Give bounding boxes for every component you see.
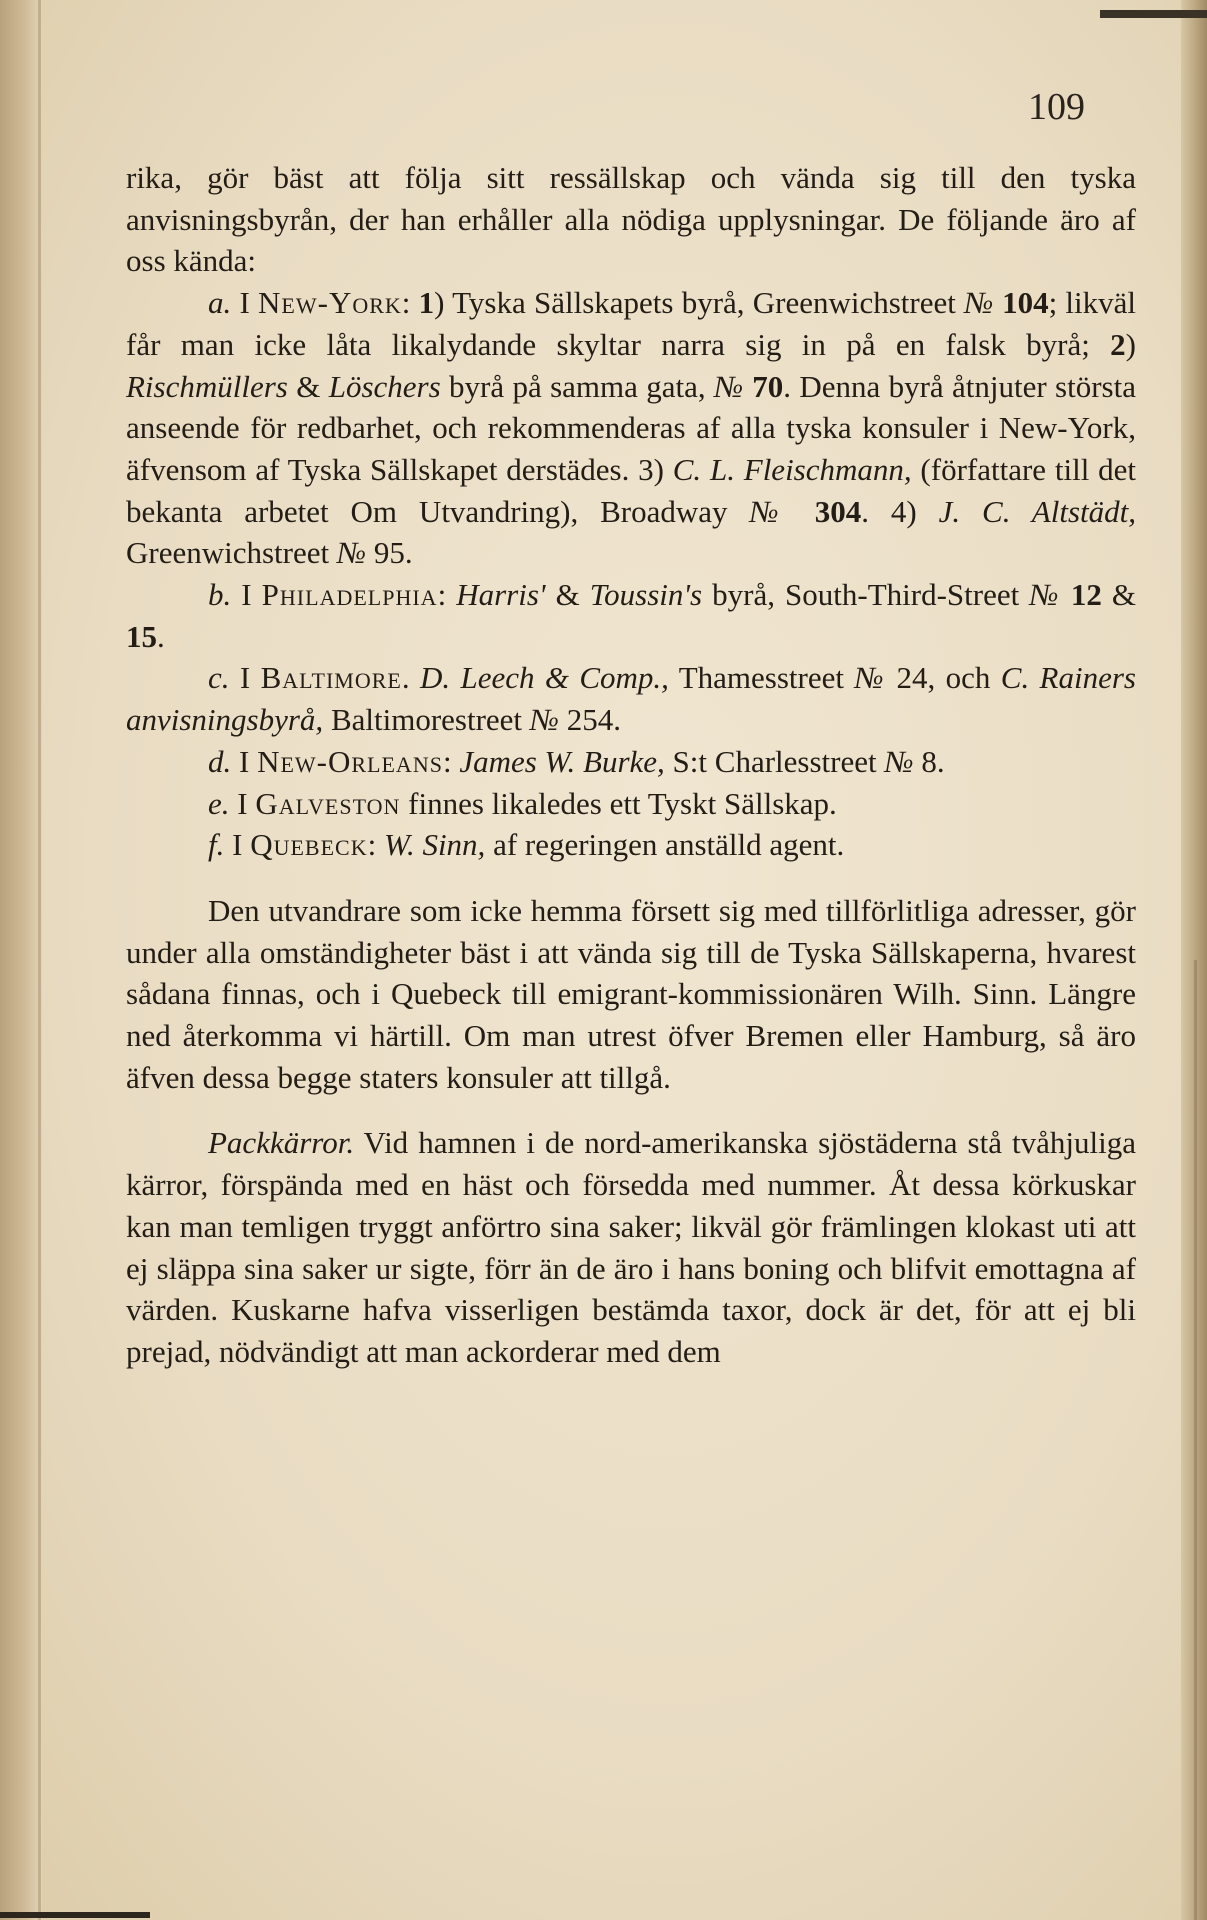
text-run: af regeringen anställd agent.	[485, 827, 845, 863]
text-run: :	[367, 827, 384, 863]
text-run: .	[401, 660, 420, 696]
text-run: )	[1125, 326, 1136, 362]
paragraph	[126, 741, 1136, 783]
text-run: I	[229, 660, 261, 696]
text-run: 70	[752, 368, 784, 404]
paragraph	[126, 890, 1136, 1099]
text-run	[994, 285, 1002, 320]
text-run: New-York	[258, 285, 402, 321]
text-run: D. Leech & Comp.,	[419, 660, 669, 696]
text-run: ) Tyska Sällskapets byrå, Greenwichstreet	[434, 285, 965, 321]
text-run: 304	[814, 493, 862, 529]
text-run: №	[964, 285, 994, 321]
text-run: I	[231, 743, 258, 779]
text-run: Löschers	[328, 368, 441, 404]
text-run: 1	[418, 285, 435, 321]
text-run	[744, 369, 752, 404]
text-run: I	[231, 285, 259, 321]
text-run: 95.	[366, 535, 413, 571]
text-run: 24, och	[886, 660, 1001, 696]
text-run: C. Rainers anvisningsbyrå,	[126, 660, 1136, 738]
text-run: Rischmüllers	[126, 368, 288, 404]
text-run: New-Orleans	[257, 743, 443, 779]
text-run: rika, gör bäst att följa sitt ressällskap och vända sig till den tyska anvisningsbyrån, der han erhåller alla nödiga upplysningar. De följande äro af oss kända:	[126, 160, 1136, 279]
text-run: e.	[208, 785, 230, 821]
text-run: &	[287, 368, 329, 404]
text-run: Packkärror.	[208, 1125, 355, 1161]
bottom-edge-mark	[0, 1912, 150, 1918]
text-run: 8.	[913, 743, 945, 779]
text-run: . Denna byrå åtnjuter största anseende för redbarhet, och rekommenderas af alla tyska konsuler i New-York, äfvensom af Tyska Sällskapet derstädes. 3)	[126, 368, 1136, 487]
text-run: Harris'	[456, 577, 546, 613]
text-run: №	[714, 368, 744, 404]
body-text	[126, 157, 1136, 1373]
gutter-edge-line	[38, 0, 41, 1920]
top-edge-mark	[1100, 10, 1207, 18]
text-run: James W. Burke,	[459, 743, 665, 779]
text-run: Thamesstreet	[668, 660, 855, 696]
text-run: b.	[208, 577, 232, 613]
text-run: C. L. Fleischmann,	[672, 451, 912, 487]
text-run: I	[231, 577, 262, 613]
paragraph	[126, 1122, 1136, 1372]
paragraph	[126, 282, 1136, 574]
text-run: 254.	[559, 702, 622, 738]
text-run: S:t Charlesstreet	[664, 743, 885, 779]
text-run	[1061, 577, 1071, 612]
text-run: I	[229, 785, 256, 821]
paragraph	[126, 824, 1136, 866]
text-run: &	[545, 577, 590, 613]
text-run: :	[437, 577, 457, 613]
text-run: :	[401, 285, 419, 321]
text-run: Vid hamnen i de nord-amerikanska sjöstäderna stå tvåhjuliga kärror, förspända med en häst och försedda med nummer. Åt dessa körkuskar kan man temligen tryggt anförtro sina saker; likväl gör främlingen klokast uti att ej släppa sina saker ur sigte, förr än de äro i hans boning och blifvit emottagna af värden. Kuskarne hafva visserligen bestämda taxor, dock är det, för att ej bli prejad, nödvändigt att man ackorderar med dem	[126, 1125, 1136, 1369]
text-run: (författare till det bekanta arbetet Om Utvandring), Broadway	[126, 451, 1136, 529]
paragraph	[126, 157, 1136, 282]
text-run: №	[884, 743, 914, 779]
text-run: Galveston	[255, 785, 401, 821]
text-run: finnes likaledes ett Tyskt Sällskap.	[400, 785, 837, 821]
text-run: &	[1101, 577, 1137, 613]
text-run: Toussin's	[589, 577, 703, 613]
book-gutter	[0, 0, 42, 1920]
text-run: Greenwichstreet	[126, 535, 337, 571]
text-run: :	[442, 743, 460, 779]
text-run: №	[336, 535, 367, 571]
text-run: Den utvandrare som icke hemma försett sig med tillförlitliga adresser, gör under alla omständigheter bäst i att vända sig till de Tyska Sällskaperna, hvarest sådana finnas, och i Quebeck till emigrant-kommissionären Wilh. Sinn. Längre ned återkomma vi härtill. Om man utrest öfver Bremen eller Hamburg, så äro äfven dessa begge staters konsuler att tillgå.	[126, 892, 1136, 1095]
text-run: №	[749, 493, 793, 529]
text-run: . 4)	[861, 493, 939, 529]
text-run: I	[224, 827, 251, 863]
page-number: 109	[1028, 86, 1085, 128]
text-run: 104	[1002, 285, 1049, 321]
text-run: №	[529, 702, 560, 738]
paragraph	[126, 783, 1136, 825]
text-run: Baltimore	[260, 660, 402, 696]
text-run: №	[1029, 577, 1061, 613]
text-run: 12	[1070, 577, 1102, 613]
text-run: byrå, South-Third-Street	[702, 577, 1030, 613]
right-edge-shadow	[1194, 960, 1197, 1920]
text-run: ; likväl får man icke låta likalydande skyltar narra sig in på en falsk byrå;	[126, 285, 1137, 362]
text-run: 15	[126, 618, 157, 654]
text-run: J. C. Altstädt,	[938, 493, 1136, 529]
text-run: Baltimorestreet	[323, 702, 530, 738]
text-run: №	[854, 660, 887, 696]
text-run: .	[157, 618, 165, 654]
paragraph	[126, 574, 1136, 657]
text-run: f.	[208, 827, 225, 863]
text-run: W. Sinn,	[383, 827, 486, 863]
text-run: a.	[208, 285, 232, 321]
paragraph	[126, 657, 1136, 740]
text-run: 2	[1110, 326, 1126, 362]
text-run	[793, 494, 815, 529]
text-run: Philadelphia	[261, 577, 438, 613]
text-run: c.	[208, 660, 230, 696]
text-run: byrå på samma gata,	[440, 368, 714, 404]
text-run: d.	[208, 743, 232, 779]
text-run: Quebeck	[250, 827, 368, 863]
